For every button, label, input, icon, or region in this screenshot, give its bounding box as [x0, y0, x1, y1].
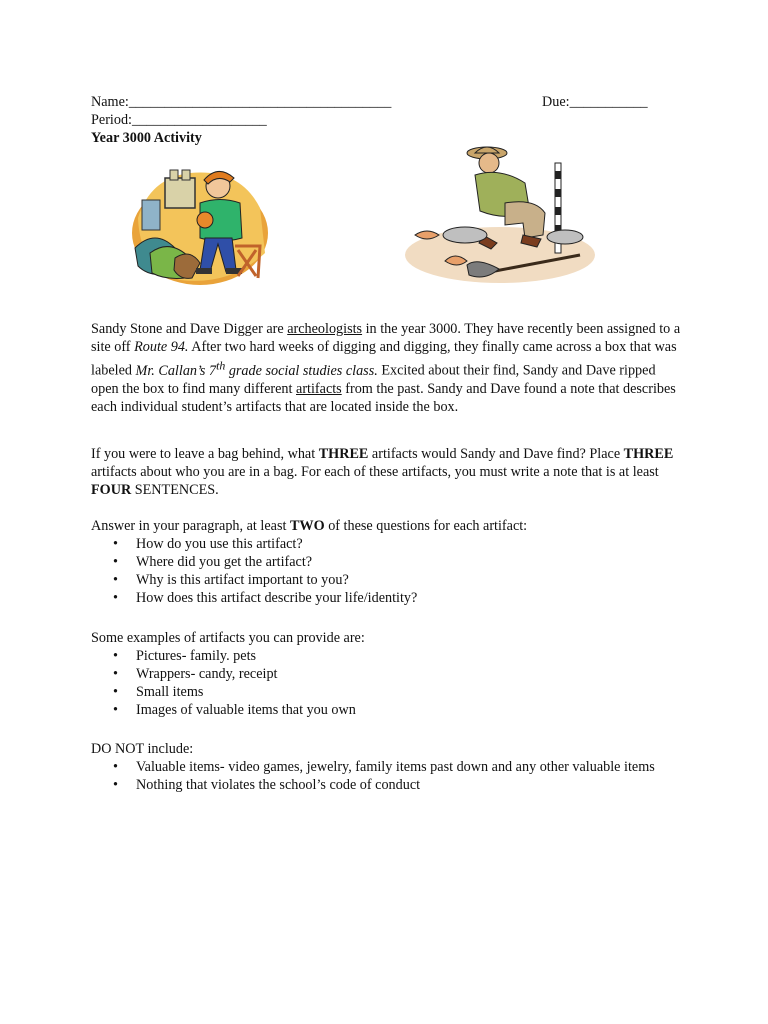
questions-list — [91, 535, 683, 607]
list-item: • Nothing that violates the school’s code of conduct — [113, 777, 421, 793]
list-item: • How does this artifact describe your life/identity? — [113, 590, 418, 606]
intro-paragraph: Sandy Stone and Dave Digger are archeologists in the year 3000. They have recently been assigned to a site off Route 94. After two hard weeks of digging and digging, they finally came across a box that was labeled Mr. Callan’s 7th grade social studies class. Excited about their find, Sandy and Dave ripped open the box to find many different artifacts from the past. Sandy and Dave found a note that describes each individual student’s artifacts that are located inside the box. — [91, 321, 681, 415]
list-item: • Why is this artifact important to you? — [113, 572, 349, 588]
archeologist-digging-clipart — [405, 143, 595, 288]
list-item: • Valuable items- video games, jewelry, family items past down and any other valuable items — [113, 759, 655, 775]
list-item: • Pictures- family. pets — [113, 648, 257, 664]
page-title: Year 3000 Activity — [91, 130, 202, 146]
list-item: • Images of valuable items that you own — [113, 702, 356, 718]
due-blank: ___________ — [569, 94, 648, 110]
archeologist-with-ruins-clipart — [130, 158, 270, 288]
examples-section — [91, 629, 683, 719]
examples-list — [91, 647, 683, 719]
examples-lead: Some examples of artifacts you can provide are: — [91, 630, 365, 646]
box-label: Mr. Callan’s 7th grade social studies class. — [135, 358, 378, 379]
name-blank: _____________________________________ — [128, 94, 392, 110]
archeologists-term: archeologists — [287, 321, 363, 337]
do-not-list — [91, 758, 683, 794]
header-row — [91, 93, 691, 111]
list-item: • Where did you get the artifact? — [113, 554, 313, 570]
list-item: • How do you use this artifact? — [113, 536, 303, 552]
list-item: • Wrappers- candy, receipt — [113, 666, 278, 682]
due-field[interactable] — [542, 93, 648, 111]
period-label: Period: — [91, 112, 132, 128]
questions-lead: Answer in your paragraph, at least TWO of these questions for each artifact: — [91, 518, 528, 534]
task-paragraph: If you were to leave a bag behind, what THREE artifacts would Sandy and Dave find? Place THREE artifacts about who you are in a bag. For each of these artifacts, you must write a note that is at least FOUR SENTENCES. — [91, 446, 674, 498]
period-field[interactable] — [91, 111, 267, 129]
artifacts-term: artifacts — [296, 380, 342, 397]
period-blank: ___________________ — [131, 112, 267, 128]
name-field[interactable] — [91, 93, 391, 111]
do-not-lead: DO NOT include: — [91, 741, 194, 757]
due-label: Due: — [542, 94, 570, 110]
questions-section — [91, 517, 683, 607]
do-not-section — [91, 740, 683, 794]
list-item: • Small items — [113, 684, 204, 700]
route-name: Route 94. — [134, 339, 189, 355]
name-label: Name: — [91, 94, 129, 110]
